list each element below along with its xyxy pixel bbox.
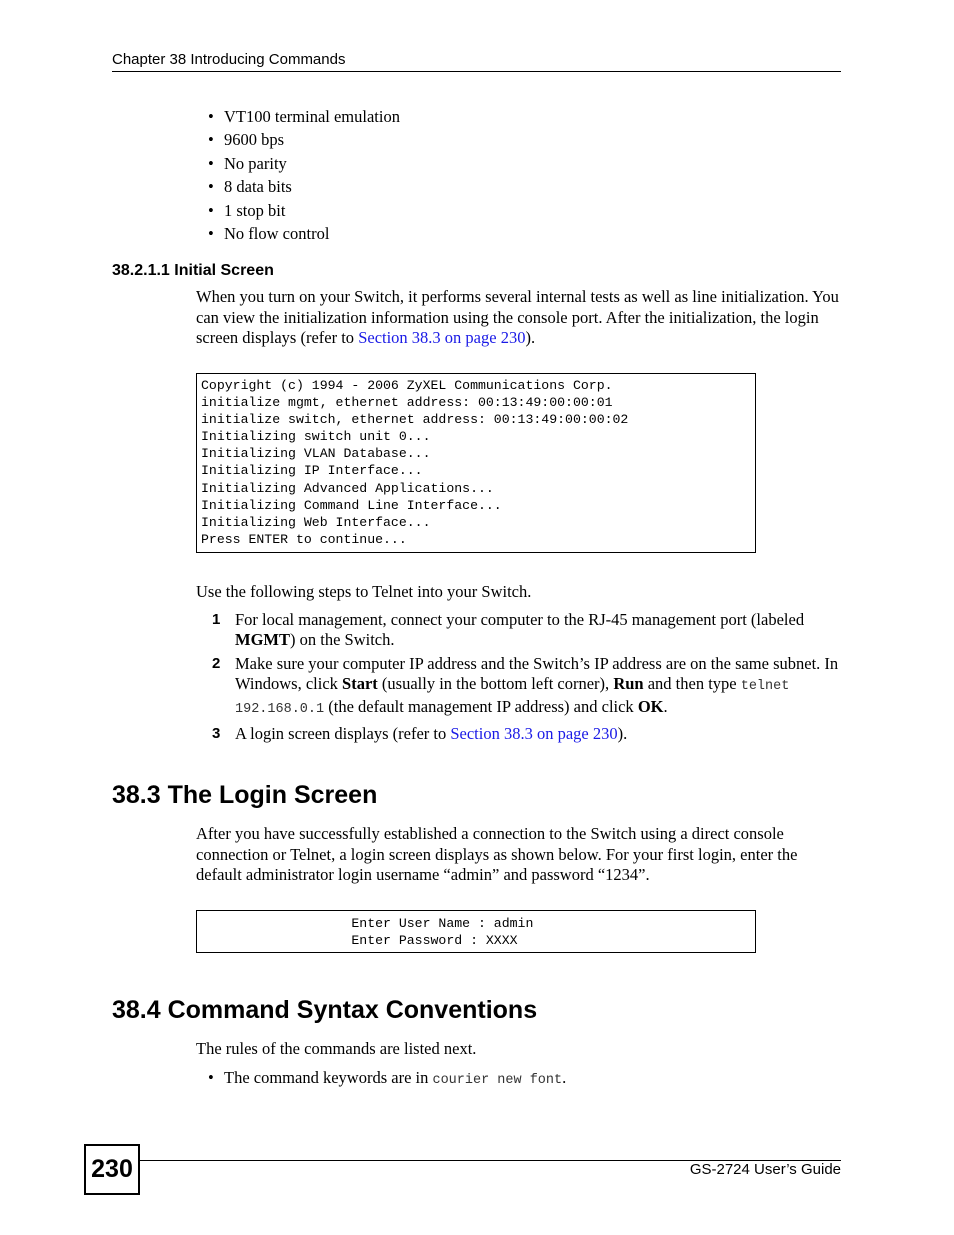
list-item: • 8 data bits	[208, 175, 400, 198]
step-bold: Start	[342, 674, 378, 694]
paragraph-text: ).	[525, 328, 536, 348]
console-settings-list	[208, 105, 400, 245]
telnet-steps	[212, 610, 846, 748]
step-item	[212, 654, 846, 721]
paragraph-text: When you turn on your Switch, it performs several internal tests as well as line initialization. You can view the initialization information using the console port. After the initialization, the login screen displays (refer to	[196, 287, 839, 348]
list-item: • No parity	[208, 152, 400, 175]
code-line: Initializing VLAN Database...	[201, 446, 431, 462]
step-text: (usually in the bottom left corner),	[377, 674, 614, 694]
code-line: Press ENTER to continue...	[201, 531, 407, 547]
chapter-header: Chapter 38 Introducing Commands	[112, 51, 841, 72]
step-text: For local management, connect your computer to the RJ-45 management port (labeled	[235, 610, 805, 629]
bullet-text: The command keywords are in	[224, 1068, 433, 1087]
code-line: Copyright (c) 1994 - 2006 ZyXEL Communications Corp.	[201, 378, 613, 393]
step-text: (the default management IP address) and click	[324, 697, 638, 717]
step-number: 3	[212, 725, 221, 743]
code-line: initialize switch, ethernet address: 00:13:49:00:00:02	[201, 412, 629, 428]
list-item: • No flow control	[208, 222, 400, 245]
step-text: ).	[617, 724, 628, 744]
login-paragraph: After you have successfully established a connection to the Switch using a direct console connection or Telnet, a login screen displays as shown below. For your first login, enter the default administrator login username “admin” and password “1234”.	[196, 824, 798, 885]
step-bold: MGMT	[235, 630, 290, 650]
list-item: • 1 stop bit	[208, 199, 400, 222]
initialization-code-box	[196, 373, 756, 553]
section-link[interactable]: Section 38.3 on page 230	[358, 328, 526, 348]
syntax-list	[208, 1066, 566, 1092]
step-bold: Run	[613, 674, 644, 694]
code-line: Initializing Command Line Interface...	[201, 497, 502, 513]
code-line: initialize mgmt, ethernet address: 00:13:49:00:00:01	[201, 395, 613, 411]
guide-title: GS-2724 User’s Guide	[689, 1161, 841, 1178]
code-line: Initializing IP Interface...	[201, 463, 423, 479]
step-text: ) on the Switch.	[290, 630, 395, 650]
step-text: and then type	[643, 674, 741, 694]
list-item: • VT100 terminal emulation	[208, 105, 400, 128]
step-text: .	[663, 697, 668, 717]
step-number: 2	[212, 654, 221, 672]
code-line: Initializing switch unit 0...	[201, 429, 431, 445]
step-number: 1	[212, 611, 221, 628]
bullet-code: courier new font	[432, 1073, 563, 1088]
code-line: Enter Password : XXXX	[201, 933, 518, 949]
syntax-conventions-heading: 38.4 Command Syntax Conventions	[112, 996, 538, 1024]
list-item	[208, 1066, 566, 1092]
code-line: Enter User Name : admin	[201, 916, 534, 931]
bullet-text: .	[562, 1068, 567, 1087]
code-line: Initializing Web Interface...	[201, 514, 431, 530]
step-bold: OK	[637, 697, 664, 717]
telnet-intro: Use the following steps to Telnet into your Switch.	[196, 582, 532, 601]
login-code-box	[196, 910, 756, 953]
section-link[interactable]: Section 38.3 on page 230	[450, 724, 618, 744]
step-item	[212, 724, 846, 744]
page-number: 230	[84, 1144, 140, 1195]
list-item: • 9600 bps	[208, 128, 400, 151]
initial-screen-heading: 38.2.1.1 Initial Screen	[112, 262, 274, 279]
step-text: Make sure your computer IP address and the Switch’s IP address are on the same subnet. In Windows, click	[235, 653, 839, 694]
telnet-command: telnet 192.168.0.1	[235, 679, 790, 718]
step-text: A login screen displays (refer to	[235, 724, 451, 744]
initial-screen-paragraph	[196, 287, 846, 349]
syntax-paragraph: The rules of the commands are listed next.	[196, 1039, 477, 1058]
login-screen-heading: 38.3 The Login Screen	[112, 781, 378, 809]
step-item	[212, 610, 846, 650]
code-line: Initializing Advanced Applications...	[201, 480, 494, 496]
